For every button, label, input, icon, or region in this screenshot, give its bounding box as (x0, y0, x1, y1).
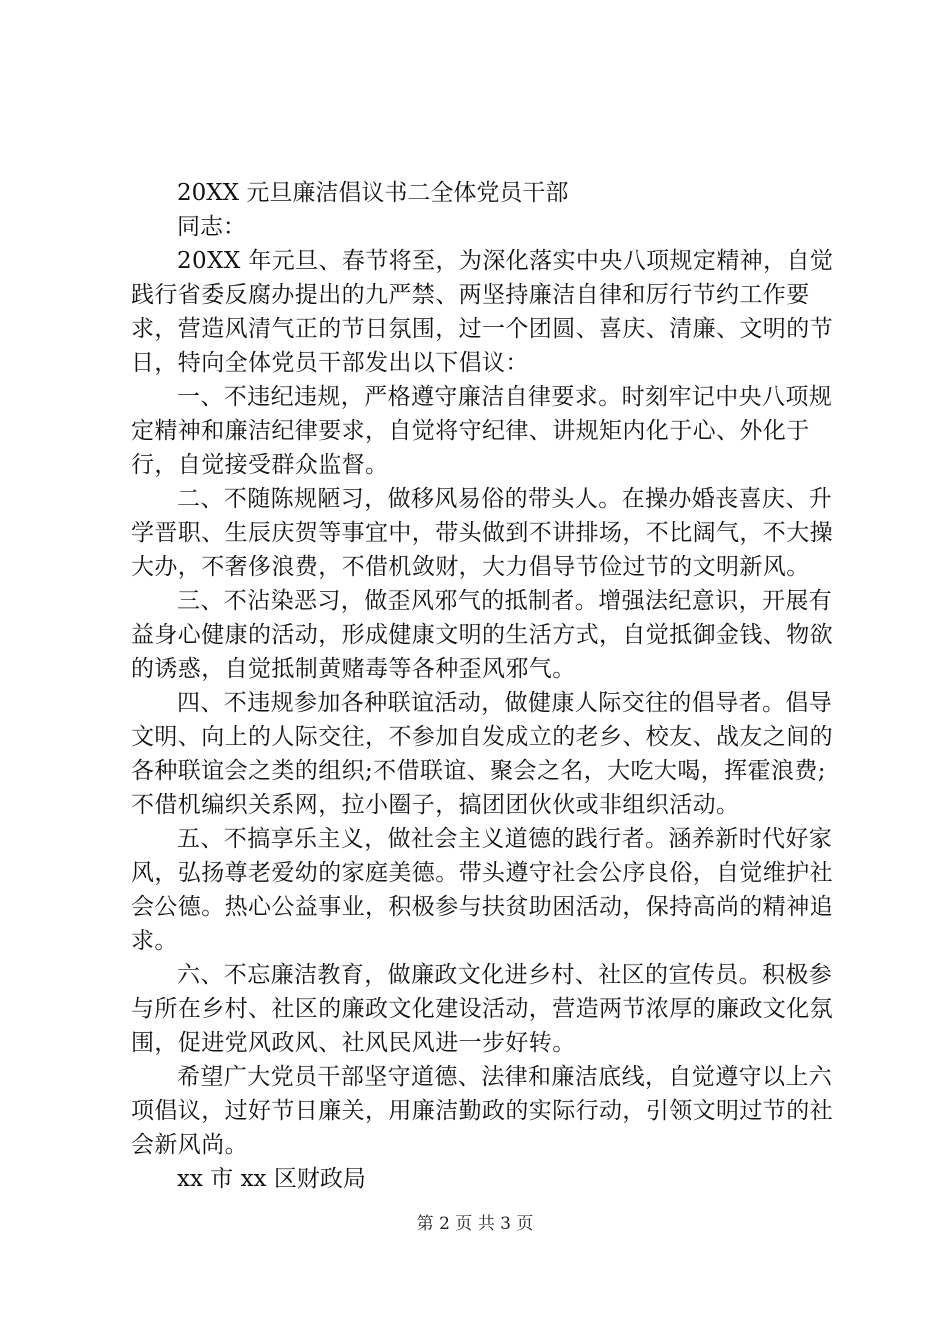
paragraph-closing: 希望广大党员干部坚守道德、法律和廉洁底线，自觉遵守以上六项倡议，过好节日廉关，用廉洁勤政的实际行动，引领文明过节的社会新风尚。 (131, 1064, 833, 1158)
paragraph-item-6: 六、不忘廉洁教育，做廉政文化进乡村、社区的宣传员。积极参与所在乡村、社区的廉政文化建设活动，营造两节浓厚的廉政文化氛围，促进党风政风、社风民风进一步好转。 (131, 962, 833, 1056)
page-number-footer: 第 2 页 共 3 页 (416, 1214, 534, 1234)
paragraph-item-2: 二、不随陈规陋习，做移风易俗的带头人。在操办婚丧喜庆、升学晋职、生辰庆贺等事宜中，带头做到不讲排场，不比阔气，不大操大办，不奢侈浪费，不借机敛财，大力倡导节俭过节的文明新风。 (131, 486, 833, 580)
document-title: 20XX 元旦廉洁倡议书二全体党员干部 (177, 180, 569, 206)
signature: xx 市 xx 区财政局 (177, 1166, 366, 1192)
paragraph-item-5: 五、不搞享乐主义，做社会主义道德的践行者。涵养新时代好家风，弘扬尊老爱幼的家庭美德。带头遵守社会公序良俗，自觉维护社会公德。热心公益事业，积极参与扶贫助困活动，保持高尚的精神追求。 (131, 826, 833, 954)
document-body (131, 176, 843, 1196)
paragraph-intro: 20XX 年元旦、春节将至，为深化落实中央八项规定精神，自觉践行省委反腐办提出的九严禁、两坚持廉洁自律和厉行节约工作要求，营造风清气正的节日氛围，过一个团圆、喜庆、清廉、文明的节日，特向全体党员干部发出以下倡议： (131, 248, 834, 376)
paragraph-item-3: 三、不沾染恶习，做歪风邪气的抵制者。增强法纪意识，开展有益身心健康的活动，形成健康文明的生活方式，自觉抵御金钱、物欲的诱惑，自觉抵制黄赌毒等各种歪风邪气。 (131, 588, 833, 682)
paragraph-item-1: 一、不违纪违规，严格遵守廉洁自律要求。时刻牢记中央八项规定精神和廉洁纪律要求，自觉将守纪律、讲规矩内化于心、外化于行，自觉接受群众监督。 (131, 384, 833, 478)
salutation: 同志： (177, 214, 246, 240)
paragraph-item-4: 四、不违规参加各种联谊活动，做健康人际交往的倡导者。倡导文明、向上的人际交往，不参加自发成立的老乡、校友、战友之间的各种联谊会之类的组织;不借联谊、聚会之名，大吃大喝，挥霍浪费;不借机编织关系网，拉小圈子，搞团团伙伙或非组织活动。 (131, 690, 833, 818)
